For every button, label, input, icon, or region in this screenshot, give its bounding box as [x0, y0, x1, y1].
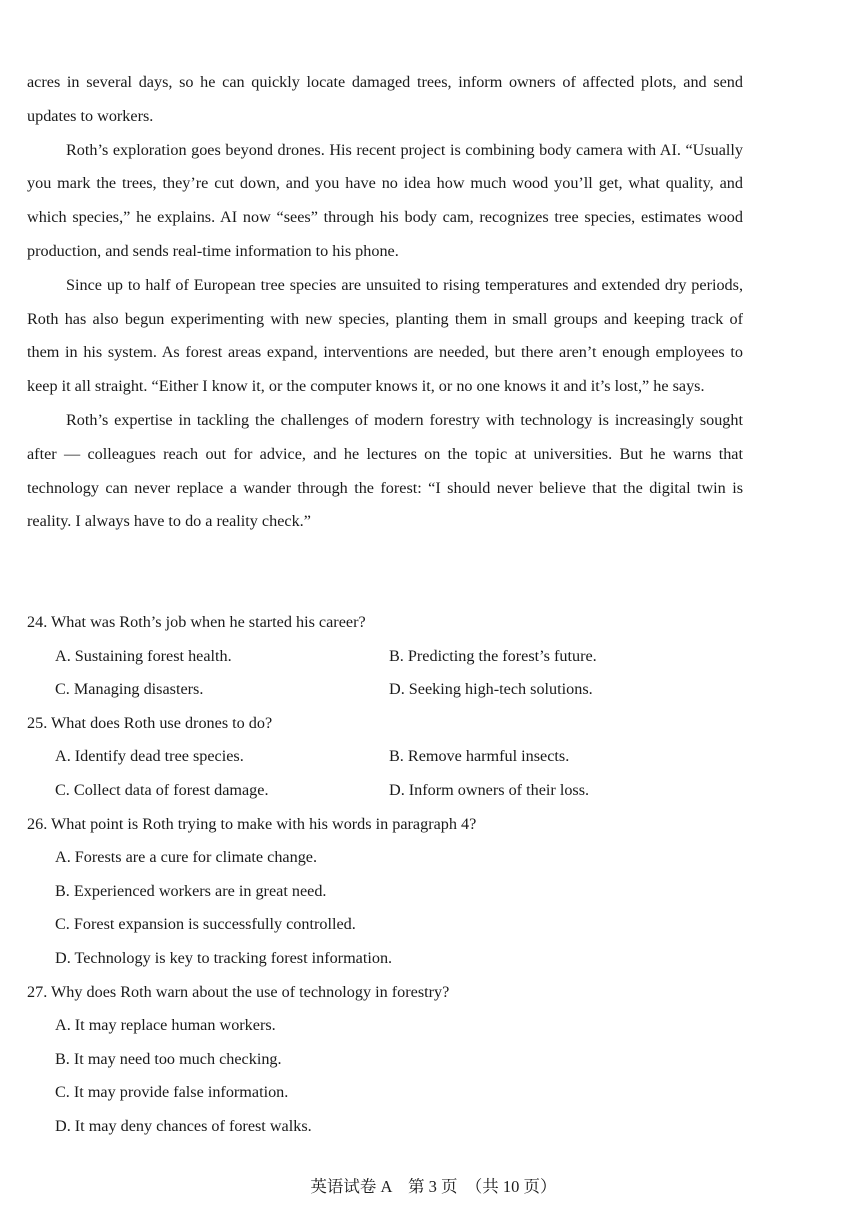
option-row [27, 774, 743, 808]
option-b: B. Remove harmful insects. [389, 747, 570, 766]
option-row [27, 673, 743, 707]
option-d: D. Technology is key to tracking forest information. [55, 948, 393, 967]
page-footer: 英语试卷 A 第 3 页 （共 10 页） [310, 1177, 557, 1196]
option-a: A. It may replace human workers. [55, 1016, 276, 1035]
question-26 [27, 808, 743, 976]
option-d: D. Inform owners of their loss. [389, 780, 590, 799]
question-stem: 25. What does Roth use drones to do? [27, 713, 273, 732]
option-d: D. It may deny chances of forest walks. [55, 1116, 312, 1135]
option-c: C. Managing disasters. [55, 680, 204, 699]
passage-paragraph-continued: acres in several days, so he can quickly locate damaged trees, inform owners of affected plots, and send updates to workers. [27, 73, 743, 125]
option-b: B. Predicting the forest’s future. [389, 646, 597, 665]
passage-paragraph: Roth’s exploration goes beyond drones. His recent project is combining body camera with AI. “Usually you mark the trees, they’re cut down, and you have no idea how much wood you’ll get, what quality, and which species,” he explains. AI now “sees” through his body cam, recognizes tree species, estimates wood production, and sends real-time information to his phone. [27, 140, 743, 260]
option-c: C. It may provide false information. [55, 1083, 289, 1102]
option-a: A. Identify dead tree species. [55, 747, 244, 766]
question-25 [27, 707, 743, 808]
passage-paragraph: Since up to half of European tree species are unsuited to rising temperatures and extended dry periods, Roth has also begun experimenting with new species, planting them in small groups and keeping track of them in his system. As forest areas expand, interventions are needed, but there aren’t enough employees to keep it all straight. “Either I know it, or the computer knows it, or no one knows it and it’s lost,” he says. [27, 275, 743, 396]
passage-paragraph: Roth’s expertise in tackling the challenges of modern forestry with technology is increasingly sought after — colleagues reach out for advice, and he lectures on the topic at universities. But he warns that technology can never replace a wander through the forest: “I should never believe that the digital twin is reality. I always have to do a reality check.” [27, 410, 743, 531]
question-stem: 27. Why does Roth warn about the use of technology in forestry? [27, 982, 450, 1001]
option-row [27, 740, 743, 774]
option-d: D. Seeking high-tech solutions. [389, 680, 593, 699]
question-stem: 26. What point is Roth trying to make with his words in paragraph 4? [27, 814, 477, 833]
option-a: A. Sustaining forest health. [55, 646, 232, 665]
option-b: B. It may need too much checking. [55, 1049, 282, 1068]
option-c: C. Forest expansion is successfully controlled. [55, 915, 356, 934]
option-b: B. Experienced workers are in great need. [55, 881, 327, 900]
reading-passage [27, 66, 743, 539]
option-row [27, 640, 743, 674]
question-stem: 24. What was Roth’s job when he started his career? [27, 613, 366, 631]
option-c: C. Collect data of forest damage. [55, 780, 269, 799]
question-24 [27, 606, 743, 707]
question-list [27, 606, 743, 1144]
option-a: A. Forests are a cure for climate change. [55, 848, 318, 867]
question-27 [27, 976, 743, 1144]
